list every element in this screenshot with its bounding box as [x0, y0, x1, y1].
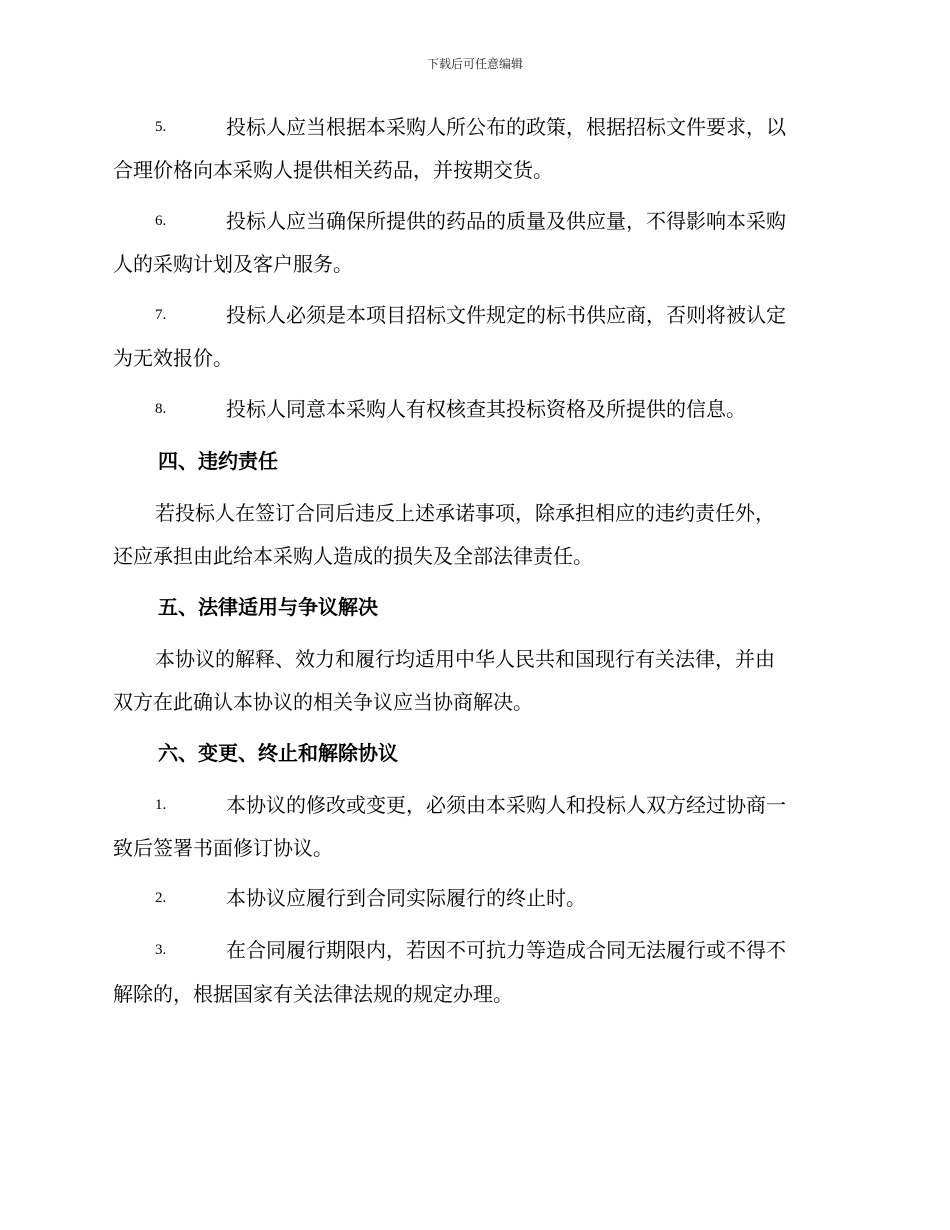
section-heading: 六、变更、终止和解除协议 [158, 741, 398, 765]
item-number: 3. [155, 942, 167, 958]
paragraph-line2: 双方在此确认本协议的相关争议应当协商解决。 [113, 690, 533, 714]
item-number: 7. [155, 307, 167, 323]
item-text-line1: 本协议应履行到合同实际履行的终止时。 [226, 886, 586, 910]
item-text-line1: 投标人应当确保所提供的药品的质量及供应量，不得影响本采购 [226, 209, 786, 233]
paragraph-line2: 还应承担由此给本采购人造成的损失及全部法律责任。 [113, 544, 593, 568]
item-text-line1: 投标人必须是本项目招标文件规定的标书供应商，否则将被认定 [226, 303, 786, 327]
item-text-line1: 本协议的修改或变更，必须由本采购人和投标人双方经过协商一 [226, 793, 786, 817]
item-number: 1. [155, 797, 167, 813]
item-number: 2. [155, 890, 167, 906]
section-heading: 四、违约责任 [158, 449, 278, 473]
item-text-line1: 在合同履行期限内，若因不可抗力等造成合同无法履行或不得不 [226, 938, 786, 962]
paragraph-line1: 本协议的解释、效力和履行均适用中华人民共和国现行有关法律，并由 [155, 647, 775, 671]
item-text-line2: 解除的，根据国家有关法律法规的规定办理。 [113, 982, 513, 1006]
section-heading: 五、法律适用与争议解决 [158, 595, 378, 619]
item-text-line1: 投标人应当根据本采购人所公布的政策，根据招标文件要求，以 [226, 115, 786, 139]
item-text-line1: 投标人同意本采购人有权核查其投标资格及所提供的信息。 [226, 397, 746, 421]
page-header: 下载后可任意编辑 [426, 57, 523, 71]
paragraph-line1: 若投标人在签订合同后违反上述承诺事项，除承担相应的违约责任外， [155, 501, 775, 525]
item-number: 6. [155, 213, 167, 229]
item-number: 8. [155, 401, 167, 417]
item-text-line2: 人的采购计划及客户服务。 [113, 252, 353, 276]
item-text-line2: 合理价格向本采购人提供相关药品，并按期交货。 [113, 158, 553, 182]
item-text-line2: 为无效报价。 [113, 346, 233, 370]
item-text-line2: 致后签署书面修订协议。 [113, 836, 333, 860]
item-number: 5. [155, 119, 167, 135]
